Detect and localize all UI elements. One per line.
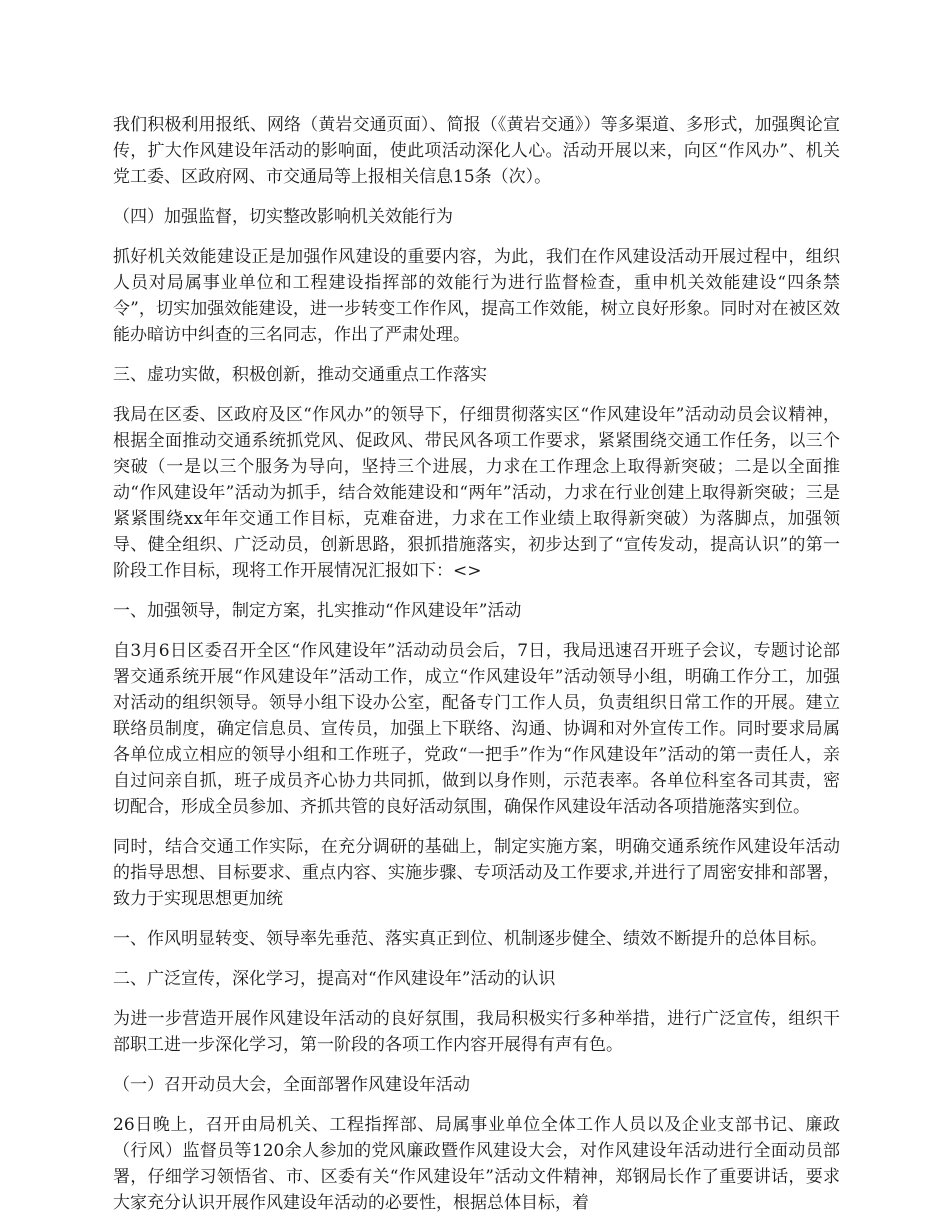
paragraph-plan: 同时，结合交通工作实际，在充分调研的基础上，制定实施方案，明确交通系统作风建设年活动的指导思想、目标要求、重点内容、实施步骤、专项活动及工作要求,并进行了周密安排和部署，致力于实现思想更加统 [113,837,840,909]
paragraph-goals: 一、作风明显转变、领导率先垂范、落实真正到位、机制逐步健全、绩效不断提升的总体目标。 [113,929,827,949]
paragraph-mobilization-meeting: 26日晚上，召开由局机关、工程指挥部、局属事业单位全体工作人员以及企业支部书记、廉政（行风）监督员等120余人参加的党风廉政暨作风建设大会，对作风建设年活动进行全面动员部署，仔细学习领悟省、市、区委有关“作风建设年”活动文件精神，郑钢局长作了重要讲话，要求大家充分认识开展作风建设年活动的必要性，根据总体目标，着 [113,1115,840,1213]
paragraph-leadership-intro: 我局在区委、区政府及区“作风办”的领导下，仔细贯彻落实区“作风建设年”活动动员会议精神，根据全面推动交通系统抓党风、促政风、带民风各项工作要求，紧紧围绕交通工作任务，以三个突破（一是以三个服务为导向，坚持三个进展，力求在工作理念上取得新突破；二是以全面推动“作风建设年”活动为抓手，结合效能建设和“两年”活动，力求在行业创建上取得新突破；三是紧紧围绕xx年年交通工作目标，克难奋进，力求在工作业绩上取得新突破）为落脚点，加强领导、健全组织、广泛动员，创新思路，狠抓措施落实，初步达到了“宣传发动，提高认识”的第一阶段工作目标，现将工作开展情况汇报如下：<> [113,405,840,581]
section-heading-supervision: （四）加强监督，切实整改影响机关效能行为 [113,207,453,227]
paragraph-efficiency: 抓好机关效能建设正是加强作风建设的重要内容，为此，我们在作风建设活动开展过程中，组织人员对局属事业单位和工程建设指挥部的效能行为进行监督检查，重申机关效能建设“四条禁令”，切实加强效能建设，进一步转变工作作风，提高工作效能，树立良好形象。同时对在被区效能办暗访中纠查的三名同志，作出了严肃处理。 [113,247,840,345]
document-body [113,112,840,1230]
paragraph-leadership-group: 自3月6日区委召开全区“作风建设年”活动动员会后，7日，我局迅速召开班子会议，专题讨论部署交通系统开展“作风建设年”活动工作，成立“作风建设年”活动领导小组，明确工作分工，加强对活动的组织领导。领导小组下设办公室，配备专门工作人员，负责组织日常工作的开展。建立联络员制度，确定信息员、宣传员，加强上下联络、沟通、协调和对外宣传工作。同时要求局属各单位成立相应的领导小组和工作班子，党政“一把手”作为“作风建设年”活动的第一责任人，亲自过问亲自抓，班子成员齐心协力共同抓，做到以身作则，示范表率。各单位科室各司其责，密切配合，形成全员参加、齐抓共管的良好活动氛围，确保作风建设年活动各项措施落实到位。 [113,641,840,817]
section-heading-three: 三、虚功实做，积极创新，推动交通重点工作落实 [113,365,487,385]
section-heading-two: 二、广泛宣传，深化学习，提高对“作风建设年”活动的认识 [113,969,556,989]
section-heading-one: 一、加强领导，制定方案，扎实推动“作风建设年”活动 [113,601,522,621]
paragraph-publicity: 我们积极利用报纸、网络（黄岩交通页面）、简报（《黄岩交通》）等多渠道、多形式，加强舆论宣传，扩大作风建设年活动的影响面，使此项活动深化人心。活动开展以来，向区“作风办”、机关党工委、区政府网、市交通局等上报相关信息15条（次）。 [113,115,840,187]
paragraph-atmosphere: 为进一步营造开展作风建设年活动的良好氛围，我局积极实行多种举措，进行广泛宣传，组织干部职工进一步深化学习，第一阶段的各项工作内容开展得有声有色。 [113,1009,840,1055]
subsection-heading-mobilization: （一）召开动员大会，全面部署作风建设年活动 [113,1075,470,1095]
